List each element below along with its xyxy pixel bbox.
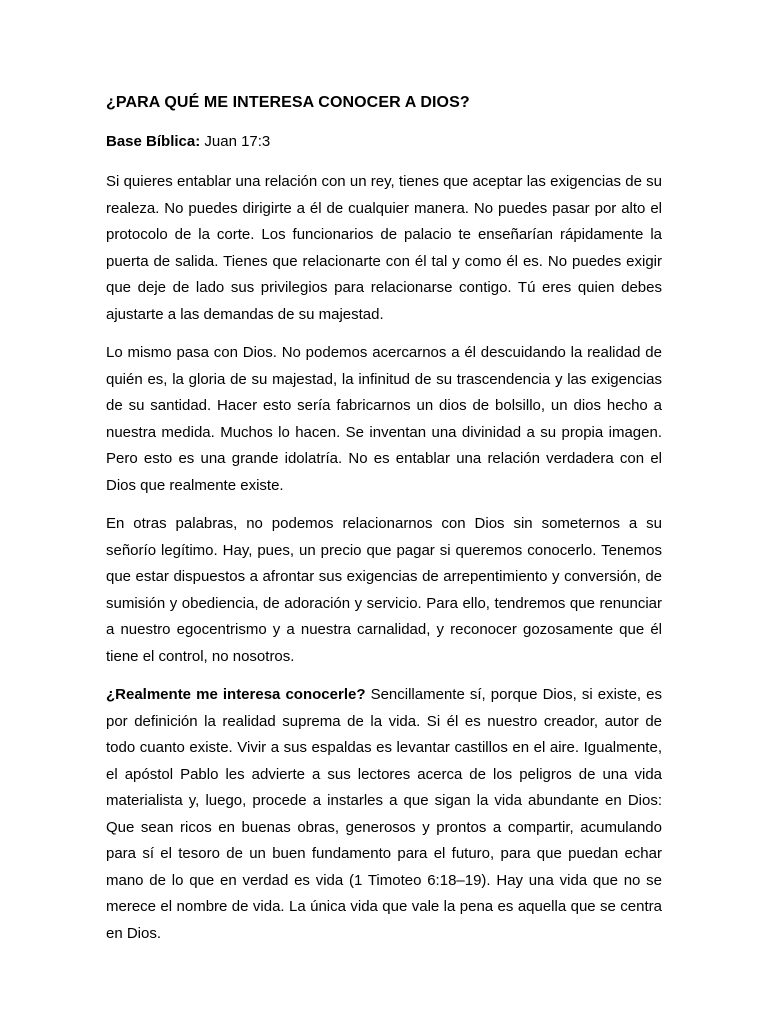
paragraph-1 — [106, 169, 662, 328]
paragraph-4-text: Sencillamente sí, porque Dios, si existe, es por definición la realidad suprema de la vida. Si él es nuestro creador, autor de todo cuanto existe. Vivir a sus espaldas es levantar castillos en el aire. Igualmente, el apóstol Pablo les advierte a sus lectores acerca de los peligros de una vida materialista y, luego, procede a instarles a que sigan la vida abundante en Dios: Que sean ricos en buenas obras, generosos y prontos a compartir, acumulando para sí el tesoro de un buen fundamento para el futuro, para que puedan echar mano de lo que en verdad es vida (1 Timoteo 6:18–19). Hay una vida que no se merece el nombre de vida. La única vida que vale la pena es aquella que se centra en Dios. — [106, 686, 662, 942]
base-biblica-label: Base Bíblica: — [106, 133, 201, 150]
base-biblica-reference: Juan 17:3 — [200, 133, 271, 150]
paragraph-2 — [106, 340, 662, 499]
page-title: ¿PARA QUÉ ME INTERESA CONOCER A DIOS? — [106, 94, 470, 111]
paragraph-4 — [106, 682, 662, 947]
paragraph-1-text: Si quieres entablar una relación con un rey, tienes que aceptar las exigencias de su realeza. No puedes dirigirte a él de cualquier manera. No puedes pasar por alto el protocolo de la corte. Los funcionarios de palacio te enseñarían rápidamente la puerta de salida. Tienes que relacionarte con él tal y como él es. No puedes exigir que deje de lado sus privilegios para relacionarse contigo. Tú eres quien debes ajustarte a las demandas de su majestad. — [106, 173, 662, 323]
paragraph-2-text: Lo mismo pasa con Dios. No podemos acercarnos a él descuidando la realidad de quién es, la gloria de su majestad, la infinitud de su trascendencia y las exigencias de su santidad. Hacer esto sería fabricarnos un dios de bolsillo, un dios hecho a nuestra medida. Muchos lo hacen. Se inventan una divinidad a su propia imagen. Pero esto es una grande idolatría. No es entablar una relación verdadera con el Dios que realmente existe. — [106, 344, 662, 494]
document-page — [106, 92, 662, 959]
paragraph-4-lead: ¿Realmente me interesa conocerle? — [106, 686, 366, 703]
base-biblica — [106, 131, 662, 153]
paragraph-3 — [106, 511, 662, 670]
paragraph-3-text: En otras palabras, no podemos relacionarnos con Dios sin someternos a su señorío legítimo. Hay, pues, un precio que pagar si queremos conocerlo. Tenemos que estar dispuestos a afrontar sus exigencias de arrepentimiento y conversión, de sumisión y obediencia, de adoración y servicio. Para ello, tendremos que renunciar a nuestro egocentrismo y a nuestra carnalidad, y reconocer gozosamente que él tiene el control, no nosotros. — [106, 515, 662, 665]
